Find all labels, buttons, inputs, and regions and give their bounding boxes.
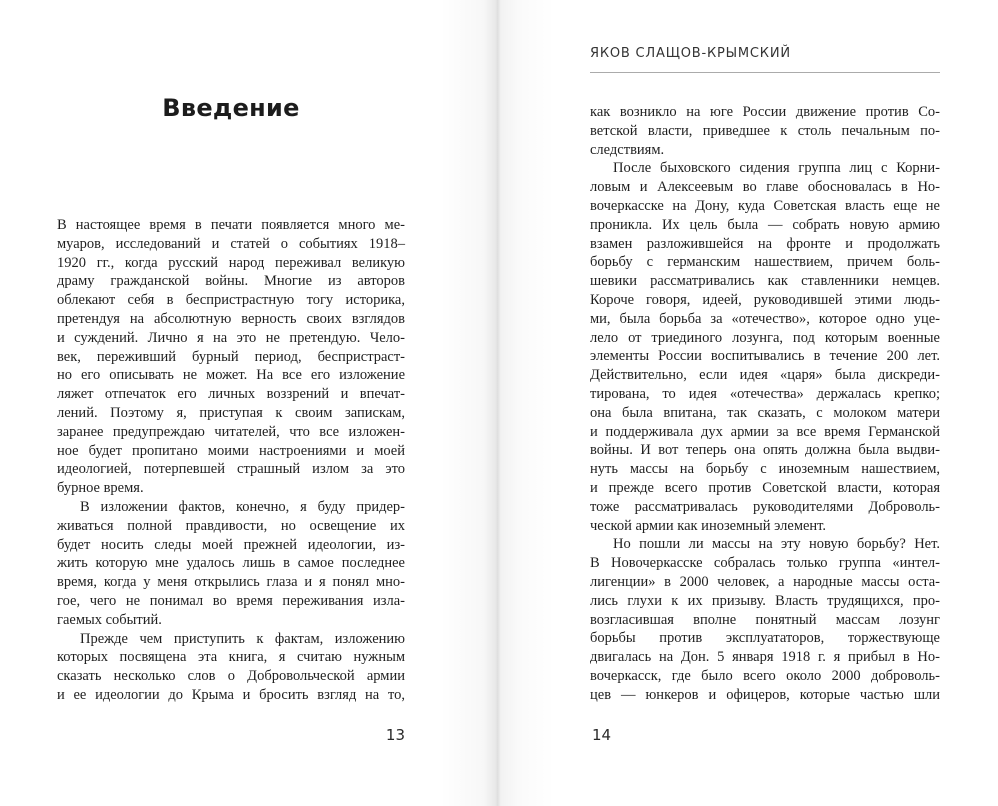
text-line: и прежде всего против Советской власти, которая [590,479,940,496]
text-line: В Новочеркасске собралась только группа «интел- [590,555,940,572]
text-line: войны. И вот теперь она опять должна была выдви- [590,442,940,459]
text-line: которых посвящена эта книга, я считаю нужным [57,649,405,666]
text-line: нуть массы на борьбу с иноземным нашествием, [590,461,940,478]
text-line: двигалась на Дон. 5 января 1918 г. я прибыл в Но- [590,649,940,666]
text-line: как возникло на юге России движение против Со- [590,104,940,120]
chapter-title: Введение [162,94,300,122]
paragraph [57,216,405,498]
right-page-body [590,103,940,705]
text-line: лело от триединого лозунга, под которым военные [590,329,940,346]
text-line: время, когда у меня открылись глаза и я понял мно- [57,574,405,591]
text-line: Короче говоря, идеей, руководившей этими людь- [590,291,940,308]
text-line: но его описывать не может. На все его изложение [57,367,405,384]
text-line: тоже рассматривалась руководителями Доброволь- [590,498,940,515]
text-line: цев — юнкеров и офицеров, которые частью шли [590,686,940,703]
text-line: жить которую мне удалось лишь в самое последнее [57,555,405,572]
text-line: облекают себя в беспристрастную тогу историка, [57,292,405,309]
text-line: Но пошли ли массы на эту новую борьбу? Нет. [613,536,940,553]
text-line: живаться полной правдивости, но освещение их [57,517,405,534]
text-line: и поддерживала дух армии за все время Германской [590,423,940,440]
header-rule [590,72,940,73]
text-line: В настоящее время в печати появляется много ме- [57,217,405,233]
text-line: взамен разложившейся на фронте и продолжать [590,235,940,252]
text-line: Действительно, если идея «царя» была дискреди- [590,367,940,384]
spine-shadow [440,0,555,806]
text-line: век, переживший бурный период, беспристраст- [57,348,405,365]
text-line: ляжет отпечаток его личных воззрений и впечат- [57,386,405,403]
text-line: ми, была борьба за «отечество», которое одно уце- [590,310,940,327]
text-line: ветской власти, приведшее к столь печальным по- [590,122,940,139]
text-line: и суждений. Лично я на это не претендую. Чело- [57,329,405,346]
left-page-number: 13 [385,726,405,744]
text-line: вочеркасске на Дону, куда Советская власть еще не [590,197,940,214]
paragraph [590,159,940,535]
text-line: гаемых событий. [57,611,162,628]
running-header: ЯКОВ СЛАЩОВ-КРЫМСКИЙ [590,46,791,61]
text-line: ловым и Алексеевым во главе обосновалась в Но- [590,179,940,196]
text-line: и ее идеологии до Крыма и бросить взгляд на то, [57,686,405,703]
text-line: борьбу с германским нашествием, причем боль- [590,254,940,271]
text-line: лений. Поэтому я, приступая к своим запискам, [57,404,405,421]
text-line: В изложении фактов, конечно, я буду придер- [80,498,405,515]
text-line: проникла. Их цель была — собрать новую армию [590,216,940,233]
text-line: ческой армии как иноземный элемент. [590,517,827,534]
left-page-body [57,216,405,705]
paragraph [590,535,940,704]
text-line: борьбы против эксплуататоров, торжествующе [590,630,940,647]
text-line: элементы России воспитывались в течение 200 лет. [590,348,940,365]
paragraph [57,630,405,705]
text-line: вочеркасск, где было всего около 2000 доброволь- [590,667,940,684]
text-line: Прежде чем приступить к фактам, изложению [80,630,405,647]
text-line: гое, чего не понимал во время переживания изла- [57,592,405,609]
text-line: муаров, исследований и статей о событиях 1918– [57,235,405,252]
text-line: сказать несколько слов о Добровольческой армии [57,668,405,685]
text-line: лись глухи к их призыву. Власть трудящихся, про- [590,592,940,609]
paragraph [590,103,940,159]
text-line: она была впитана, так сказать, с молоком матери [590,404,940,421]
text-line: будет носить следы моей прежней идеологии, из- [57,536,405,553]
text-line: лигенции» в 2000 человек, а народные массы оста- [590,573,940,590]
text-line: претендуя на абсолютную верность своих взглядов [57,310,405,327]
paragraph [57,498,405,630]
text-line: бурное время. [57,480,144,497]
right-page-number: 14 [592,726,612,744]
text-line: 1920 гг., когда русский народ переживал великую [57,254,405,271]
text-line: возгласившая вполне понятный массам лозунг [590,611,940,628]
text-line: идеологией, потерпевшей страшный излом за это [57,461,405,478]
text-line: тирована, то идея «отечества» держалась крепко; [590,385,940,402]
text-line: заранее предупреждаю читателей, что все изложен- [57,423,405,440]
text-line: следствиям. [590,141,665,158]
text-line: ное будет пропитано моими настроениями и моей [57,442,405,459]
text-line: После быховского сидения группа лиц с Корни- [613,160,940,177]
text-line: шевики рассматривались как ставленники немцев. [590,273,940,290]
text-line: драму гражданской войны. Многие из авторов [57,273,405,290]
